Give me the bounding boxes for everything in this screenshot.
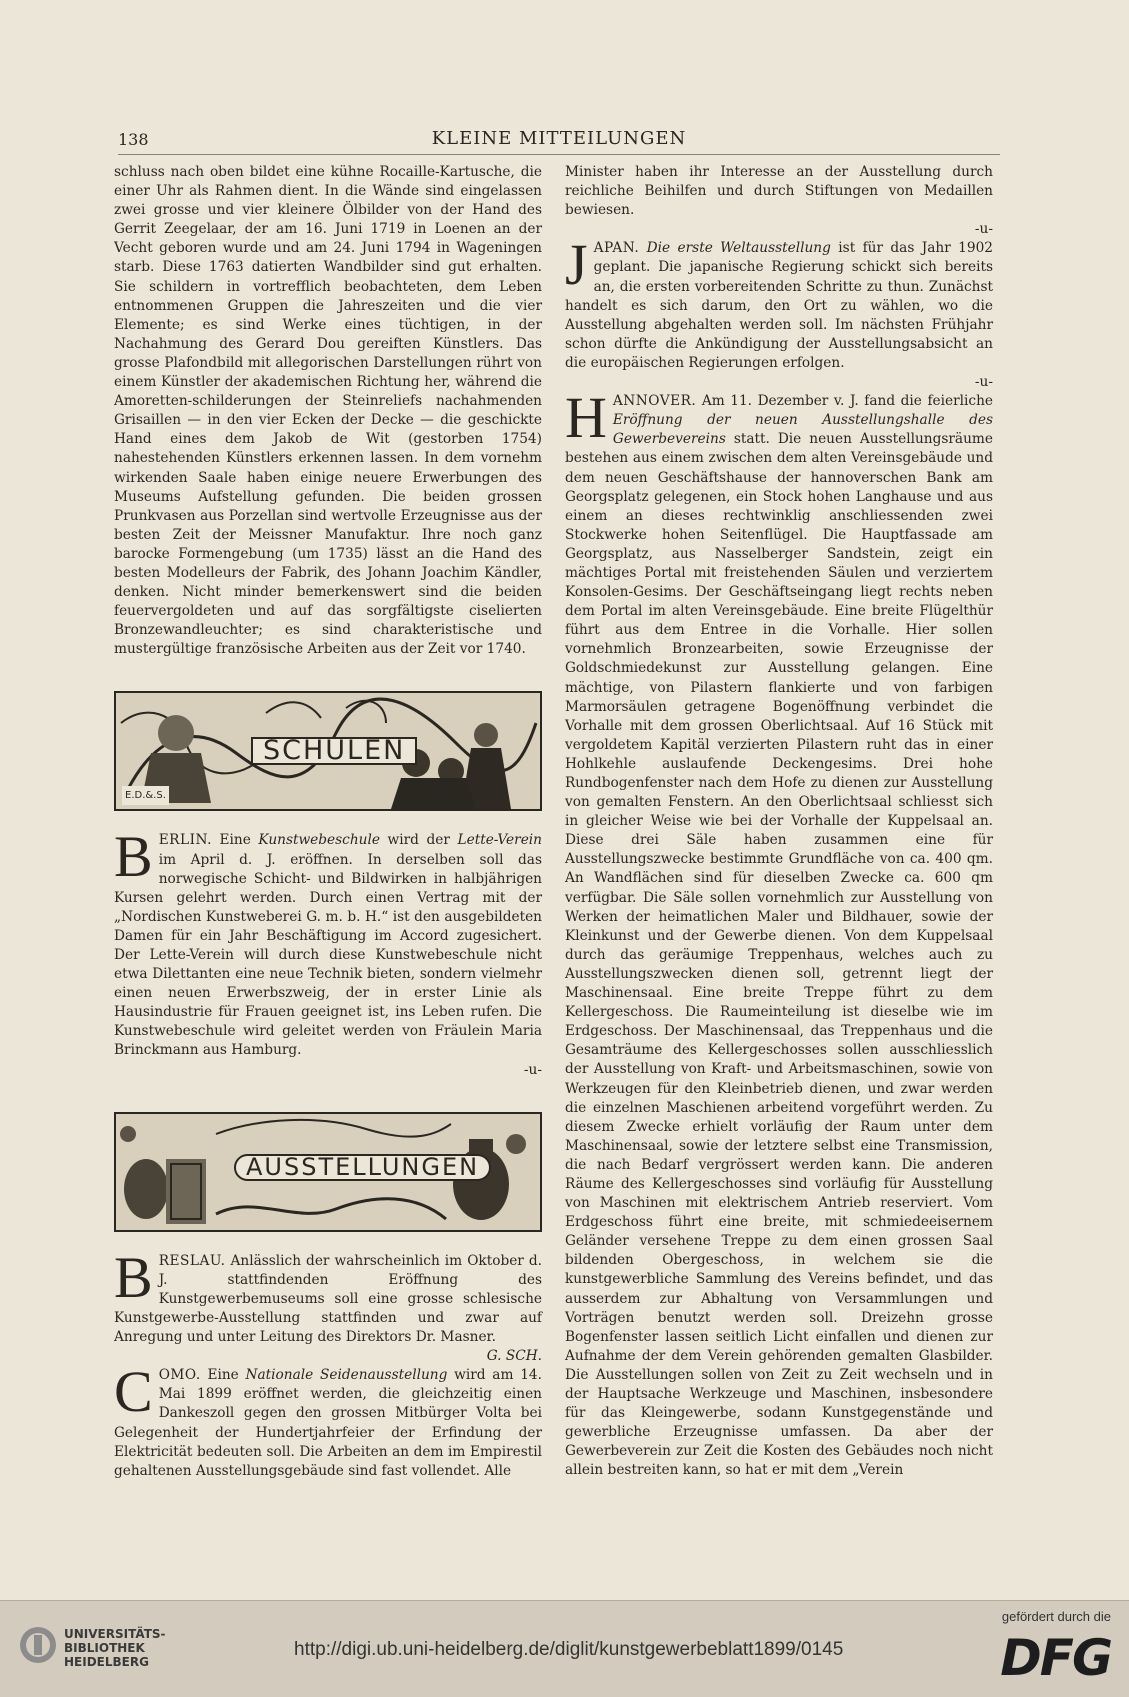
- hannover-text-1: Am 11. Dezember v. J. fand die feierliche: [696, 393, 993, 410]
- berlin-italic-2: Lette-Verein: [457, 832, 542, 849]
- running-head: KLEINE MITTEILUNGEN: [431, 128, 687, 149]
- berlin-italic-1: Kunstwebeschule: [258, 832, 380, 849]
- hannover-article: [565, 385, 993, 1480]
- permalink-url[interactable]: http://digi.ub.uni-heidelberg.de/diglit/kunstgewerbeblatt1899/0145: [294, 1639, 844, 1660]
- como-italic: Nationale Seidenausstellung: [245, 1367, 448, 1384]
- japan-body: ist für das Jahr 1902 geplant. Die japanische Regierung schickt sich bereits an, die ersten vorbereitenden Schritte zu thun. Zunächst handelt es sich darum, den Ort zu wählen, wo die Ausstellung abgehalten werden soll. Im nächsten Frühjahr schon dürfte die Ankündigung der Ausstellungsabsicht an die europäischen Regierungen erfolgen.: [565, 240, 993, 371]
- berlin-lead: ERLIN.: [158, 832, 212, 849]
- berlin-signature: -u-: [523, 1061, 542, 1078]
- dropcap-b: B: [114, 824, 153, 890]
- schulen-title: SCHULEN: [251, 737, 417, 764]
- institution-line-1: UNIVERSITÄTS-: [64, 1627, 166, 1641]
- right-column: [565, 163, 993, 1480]
- japan-article: [565, 232, 993, 373]
- como-article: [114, 1359, 542, 1481]
- university-seal-icon: [18, 1625, 58, 1665]
- sponsor-text: gefördert durch die: [1001, 1609, 1111, 1624]
- breslau-signature: G. SCH.: [486, 1348, 542, 1365]
- breslau-lead: RESLAU.: [158, 1252, 226, 1269]
- dropcap-h: H: [565, 385, 607, 451]
- hannover-lead: ANNOVER.: [612, 393, 697, 410]
- berlin-body: im April d. J. eröffnen. In derselben soll das norwegische Schicht- und Bildwirken in halbjährigen Kursen gelehrt werden. Durch einen Vertrag mit der „Nordischen Kunstweberei G. m. b. H.“ ist den ausgebildeten Damen für ein Jahr Beschäftigung im Accord zugesichert. Der Lette-Verein will durch diese Kunstwebeschule nicht etwa Dilettanten eine neue Technik bieten, sondern vielmehr einen neuen Erwerbszweig, der in erster Linie als Hausindustrie für Frauen geeignet ist, ins Leben rufen. Die Kunstwebeschule wird geleitet werden von Fräulein Maria Brinckmann aus Hamburg.: [114, 851, 542, 1059]
- berlin-text-2: wird der: [379, 832, 458, 849]
- breslau-body: Anlässlich der wahrscheinlich im Oktober d. J. stattfindenden Eröffnung des Kunstgewerbemuseums soll eine grosse schlesische Kunstgewerbe-Ausstellung stattfinden und zwar auf Anregung und unter Leitung des Direktors Dr. Masner.: [114, 1252, 542, 1346]
- ausstellungen-banner: [114, 1112, 542, 1232]
- institution-line-2: BIBLIOTHEK: [64, 1641, 145, 1655]
- schulen-banner: [114, 691, 542, 811]
- left-column: [114, 163, 542, 1481]
- hannover-body: statt. Die neuen Ausstellungsräume bestehen aus einem zwischen dem alten Vereinsgebäude und dem neuen Geschäftshause der hannoverschen Bank am Georgsplatz gelegenen, ein Stock hohen Langhause und aus einem an dieses rechtwinklig anschliessenden zwei Stockwerke hohen Seitenflügel. Die Hauptfassade am Georgsplatz, aus Nasselberger Sandstein, zeigt ein mächtiges Portal mit freistehenden Säulen und verziertem Konsolen-Gesims. Der Geschäftseingang liegt rechts neben dem Portal im alten Vereinsgebäude. Eine breite Flügelthür führt aus dem Entree in die Vorhalle. Hier sollen vornehmlich Bronzearbeiten, sowie Erzeugnisse der Goldschmiedekunst zur Ausstellung gelangen. Eine mächtige, von Pilastern flankierte und von farbigen Marmorsäulen getragene Bogenöffnung verbindet die Vorhalle mit dem grossen Oberlichtsaal. Auf 16 Stück mit vergoldetem Kapitäl verzierten Pilastern ruht das in einer Hohlkehle auslaufende Deckengesims. Drei hohe Rundbogenfenster nach dem Hofe zu dienen zur Ausstellung von gemalten Fenstern. An den Oberlichtsaal schliesst sich in gleicher Weise wie bei der Vorhalle der Kuppelsaal an. Diese drei Säle haben zusammen eine für Ausstellungszwecke bestimmte Grundfläche von ca. 400 qm. An Wandflächen sind für dieselben Zwecke ca. 600 qm verfügbar. Die Säle sollen vornehmlich zur Ausstellung von Werken der heimatlichen Maler und Bildhauer, sowie der Kleinkunst und der Gewerbe dienen. Von dem Kuppelsaal durch das geräumige Treppenhaus, welches auch zu Ausstellungszwecken dienen soll, getrennt liegt der Maschinensaal. Eine breite Treppe führt zu dem Kellergeschoss. Die Raumeinteilung ist dieselbe wie im Erdgeschoss. Der Maschinensaal, das Treppenhaus und die Gesamträume des Kellergeschosses sollen ausschliesslich der Ausstellung von Kraft- und Arbeitsmaschinen, sowie von Werkzeugen für den Kleinbetrieb dienen, und zwar werden die einzelnen Maschienen arbeitend vorgeführt werden. Zu diesem Zwecke erhielt vorläufig der Raum unter dem Maschinensaal, sowie der letztere selbst eine Transmission, die nach Bedarf vergrössert werden kann. Die anderen Räume des Kellergeschosses sind vorläufig für Ausstellung von Maschinen mit elektrischem Antrieb reserviert. Vom Erdgeschoss führt eine breite, mit schmiedeeisernem Geländer versehene Treppe zu dem einen grossen Saal bildenden Obergeschoss, in welchem sie die kunstgewerbliche Sammlung des Vereins befindet, und das ausserdem zur Abhaltung von Versammlungen und Vorträgen benutzt werden soll. Dreizehn grosse Bogenfenster lassen seitlich Licht einfallen und dienen zur Aufnahme der dem Verein gehörenden gemalten Glasbilder. Die Ausstellungen sollen von Zeit zu Zeit wechseln und in der Hauptsache Werkzeuge und Maschinen, insbesondere für das Kleingewerbe, sodann Kunstgegenstände und gewerbliche Erzeugnisse umfassen. Da aber der Gewerbeverein zur Zeit die Kosten des Gebäudes noch nicht allein bestreiten kann, so hat er mit dem „Verein: [565, 431, 993, 1479]
- page-header: [118, 128, 1000, 155]
- berlin-text-1: Eine: [211, 832, 259, 849]
- minister-signature: -u-: [974, 221, 993, 238]
- como-body: wird am 14. Mai 1899 eröffnet werden, die gleichzeitig einen Dankeszoll gegen den grossen Mitbürger Volta bei Gelegenheit der Hundertjahrfeier der Erfindung der Elektricität bedeuten soll. Die Arbeiten an dem im Empirestil gehaltenen Ausstellungsgebäude sind fast vollendet. Alle: [114, 1367, 542, 1479]
- dropcap-c: C: [114, 1359, 153, 1425]
- minister-paragraph: Minister haben ihr Interesse an der Ausstellung durch reichliche Beihilfen und durch Stiftungen von Medaillen bewiesen.: [565, 164, 993, 219]
- dfg-logo: DFG: [1000, 1629, 1111, 1687]
- intro-paragraph: schluss nach oben bildet eine kühne Rocaille-Kartusche, die einer Uhr als Rahmen dient. In die Wände sind eingelassen zwei grosse und vier kleinere Ölbilder von der Hand des Gerrit Zeegelaar, der am 16. Juni 1719 in Loenen an der Vecht geboren wurde und am 24. Juni 1794 in Wageningen starb. Diese 1763 datierten Wandbilder sind gut erhalten. Sie schildern in vortrefflich beobachteten, dem Leben entnommenen Gruppen die Jahreszeiten und die vier Elemente; es sind Werke eines tüchtigen, in der Nachahmung des Gerard Dou gereiften Künstlers. Das grosse Plafondbild mit allegorischen Darstellungen rührt von einem Künstler der akademischen Richtung her, während die Amoretten-schilderungen der Steinreliefs nachahmenden Grisaillen — in den vier Ecken der Decke — die geschickte Hand eines dem Jakob de Wit (gestorben 1754) nahestehenden Künstlers erkennen lassen. In dem vornehm wirkenden Saale haben einige neuere Erwerbungen des Museums Aufstellung gefunden. Die beiden grossen Prunkvasen aus Porzellan sind wertvolle Erzeugnisse aus der besten Zeit der Meissner Manufaktur. Ihre noch ganz barocke Formengebung (um 1735) lässt an die Hand des besten Modelleurs der Fabrik, des Johann Joachim Kändler, denken. Nicht minder bemerkenswert sind die beiden feuervergoldeten und auf das sorgfältigste ciselierten Bronzewandleuchter; es sind charakteristische und mustergültige französische Arbeiten aus der Zeit vor 1740.: [114, 164, 542, 658]
- japan-signature: -u-: [974, 374, 993, 391]
- como-lead: OMO.: [158, 1367, 201, 1384]
- japan-lead: APAN.: [593, 240, 640, 257]
- university-name: [64, 1627, 166, 1669]
- institution-line-3: HEIDELBERG: [64, 1655, 149, 1669]
- breslau-article: [114, 1244, 542, 1347]
- page-number: 138: [118, 130, 149, 149]
- berlin-article: [114, 824, 542, 1060]
- digitization-footer: [0, 1600, 1129, 1697]
- como-text-1: Eine: [200, 1367, 246, 1384]
- ausstellungen-title: AUSSTELLUNGEN: [234, 1154, 491, 1181]
- hannover-italic: Eröffnung der neuen Ausstellungshalle des Gewerbevereins: [612, 412, 993, 448]
- dropcap-b-2: B: [114, 1244, 153, 1310]
- monogram-mark: E.D.&.S.: [122, 786, 169, 805]
- dropcap-j: J: [565, 232, 588, 298]
- japan-italic: Die erste Weltausstellung: [646, 240, 831, 257]
